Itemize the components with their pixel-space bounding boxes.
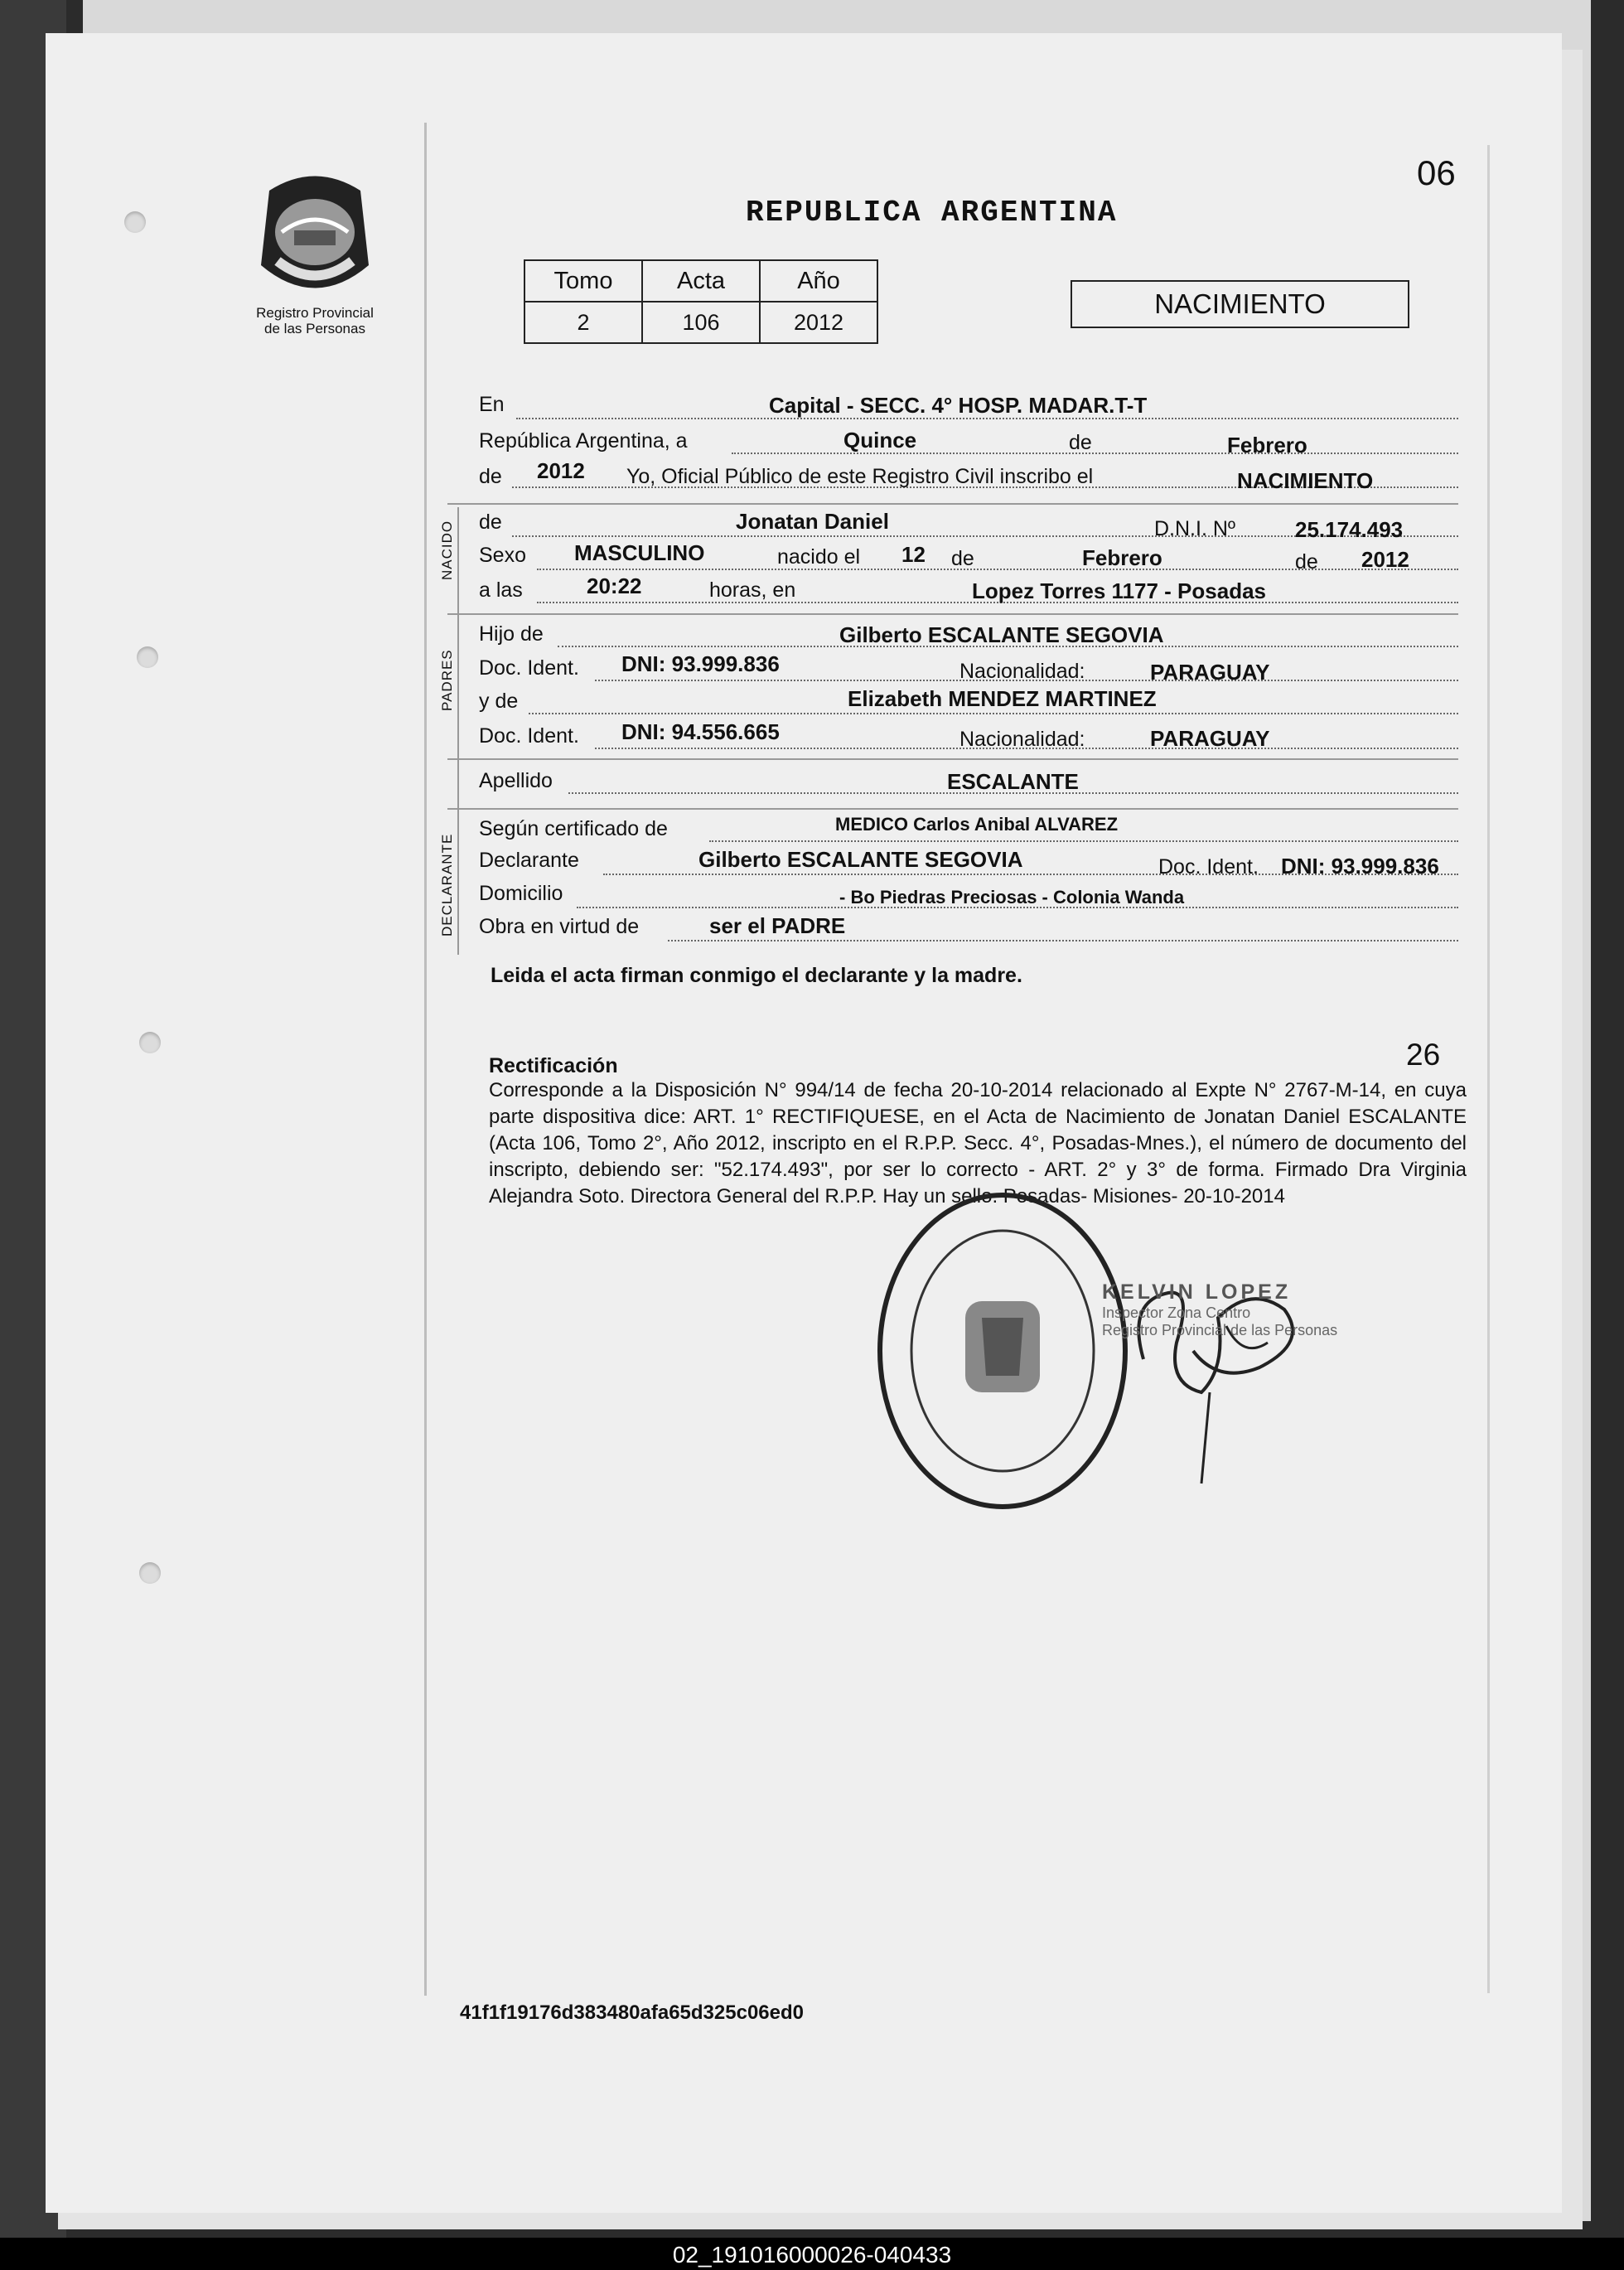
- page-number: 06: [1417, 153, 1456, 192]
- section-label-nacido: NACIDO: [439, 520, 455, 580]
- dotted-line: [732, 453, 1458, 454]
- row-mother-doc: [479, 719, 1458, 753]
- document-hash: 41f1f19176d383480afa65d325c06ed0: [460, 2001, 804, 2024]
- field-label: Declarante: [479, 849, 579, 872]
- field-value: Febrero: [1227, 433, 1307, 457]
- row-father-doc: [479, 651, 1458, 685]
- field-value: ESCALANTE: [947, 769, 1079, 794]
- field-label: de: [1069, 431, 1092, 454]
- field-label: Doc. Ident.: [479, 656, 579, 680]
- field-value: Gilberto ESCALANTE SEGOVIA: [839, 622, 1164, 647]
- field-value: MEDICO Carlos Anibal ALVAREZ: [835, 814, 1119, 835]
- punch-hole: [137, 646, 158, 668]
- field-label: En: [479, 393, 505, 416]
- section-divider: [447, 758, 1458, 760]
- field-value: MASCULINO: [574, 540, 705, 565]
- provincial-seal-icon: [253, 166, 377, 311]
- field-label: de: [951, 547, 974, 570]
- registry-name: [232, 305, 398, 336]
- table-row: [524, 302, 877, 343]
- rectification-title: Rectificación: [489, 1054, 618, 1077]
- field-label: de: [479, 465, 502, 488]
- dotted-line: [668, 940, 1458, 941]
- punch-hole: [124, 211, 146, 233]
- section-side-line: [457, 507, 459, 955]
- field-value: Capital - SECC. 4° HOSP. MADAR.T-T: [769, 393, 1148, 418]
- field-value: NACIMIENTO: [1237, 468, 1374, 493]
- document-title: REPUBLICA ARGENTINA: [746, 196, 1118, 230]
- row-reason: [479, 912, 1458, 945]
- margin-line: [424, 123, 427, 1996]
- field-value: Quince: [843, 428, 917, 453]
- rectification-text: Corresponde a la Disposición N° 994/14 de fecha 20-10-2014 relacionado al Expte N° 2767-M-14, en cuya parte dispositiva dice: ART. 1° RECTIFIQUESE, en el Acta de Nacimiento de Jonatan Daniel ESCALANTE (Acta 106, Tomo 2°, Año 2012, inscripto en el R.P.P. Secc. 4°, Posadas-Mnes.), el número de documento del inscripto, debiendo ser: "52.174.493", por ser lo correcto - ART. 2° y 3° de forma. Firmado Dra Virginia Alejandra Soto. Directora General del R.P.P. Hay un sello. Posadas- Misiones- 20-10-2014: [489, 1079, 1467, 1208]
- field-label: Doc. Ident.: [479, 724, 579, 748]
- signer-title: Inspector Zona Centro: [1102, 1304, 1251, 1321]
- field-label: Domicilio: [479, 882, 563, 905]
- signer-organization: Registro Provincial de las Personas: [1102, 1322, 1338, 1338]
- image-caption: 02_191016000026-040433: [672, 2242, 952, 2268]
- field-label: de: [1295, 550, 1318, 574]
- field-label: Apellido: [479, 769, 553, 792]
- field-value: PARAGUAY: [1150, 726, 1270, 751]
- dotted-line: [709, 840, 1458, 842]
- act-type-box: NACIMIENTO: [1071, 280, 1409, 328]
- row-declarant: [479, 845, 1458, 878]
- table-header-cell: Año: [760, 260, 877, 302]
- row-year: [479, 458, 1458, 491]
- row-surname: [479, 764, 1458, 797]
- field-value: Elizabeth MENDEZ MARTINEZ: [848, 686, 1157, 711]
- row-birth: [479, 540, 1458, 574]
- field-label: Nacionalidad:: [959, 728, 1085, 751]
- row-place: [479, 390, 1458, 423]
- field-value: ser el PADRE: [709, 913, 846, 938]
- right-edge-line: [1487, 145, 1490, 1993]
- dotted-line: [537, 569, 1458, 570]
- section-divider: [447, 613, 1458, 615]
- section-divider: [447, 503, 1458, 505]
- table-header-cell: Tomo: [524, 260, 642, 302]
- row-mother: [479, 685, 1458, 718]
- field-value: 20:22: [587, 574, 642, 598]
- field-label: Sexo: [479, 544, 526, 567]
- field-value: PARAGUAY: [1150, 660, 1270, 685]
- field-label: de: [479, 511, 502, 534]
- table-cell: 2: [524, 302, 642, 343]
- table-cell: 2012: [760, 302, 877, 343]
- row-address: [479, 878, 1458, 912]
- row-certificate: [479, 812, 1458, 845]
- row-father: [479, 617, 1458, 651]
- field-value: DNI: 93.999.836: [621, 651, 780, 676]
- punch-hole: [139, 1032, 161, 1053]
- field-value: Lopez Torres 1177 - Posadas: [972, 578, 1266, 603]
- row-time: [479, 574, 1458, 607]
- field-value: Gilberto ESCALANTE SEGOVIA: [698, 847, 1023, 872]
- closing-statement: Leida el acta firman conmigo el declarante y la madre.: [491, 964, 1022, 987]
- rectification-number: 26: [1406, 1038, 1441, 1072]
- field-value: DNI: 93.999.836: [1281, 854, 1439, 878]
- punch-hole: [139, 1562, 161, 1584]
- signer-name: KELVIN LOPEZ: [1102, 1280, 1292, 1304]
- dotted-line: [529, 713, 1458, 714]
- row-name: [479, 507, 1458, 540]
- field-label: Nacionalidad:: [959, 660, 1085, 683]
- field-label: horas, en: [709, 578, 796, 602]
- registry-name-line: Registro Provincial: [256, 305, 374, 321]
- field-label: República Argentina, a: [479, 429, 688, 453]
- field-label: Obra en virtud de: [479, 915, 640, 938]
- field-label: a las: [479, 578, 523, 602]
- registry-name-line: de las Personas: [264, 321, 365, 336]
- table-header-cell: Acta: [642, 260, 760, 302]
- field-value: 25.174.493: [1295, 517, 1404, 542]
- row-date: [479, 424, 1458, 457]
- field-label: nacido el: [777, 545, 861, 569]
- field-label: Yo, Oficial Público de este Registro Civil inscribo el: [626, 465, 1094, 488]
- field-value: 2012: [1361, 547, 1409, 572]
- table-cell: 106: [642, 302, 760, 343]
- field-value: - Bo Piedras Preciosas - Colonia Wanda: [839, 887, 1185, 908]
- signature-block: [1102, 1280, 1375, 1339]
- field-value: 2012: [537, 458, 585, 483]
- official-stamp-icon: [870, 1185, 1135, 1517]
- table-row: [524, 260, 877, 302]
- section-divider: [447, 808, 1458, 810]
- record-table: [524, 259, 878, 344]
- field-label: y de: [479, 690, 519, 713]
- field-label: Hijo de: [479, 622, 544, 646]
- field-value: DNI: 94.556.665: [621, 719, 780, 744]
- section-label-padres: PADRES: [439, 649, 455, 711]
- field-value: Febrero: [1082, 545, 1162, 570]
- field-value: Jonatan Daniel: [736, 509, 889, 534]
- field-value: 12: [901, 542, 926, 567]
- field-label: Según certificado de: [479, 817, 668, 840]
- section-label-declarante: DECLARANTE: [439, 833, 455, 937]
- field-label: Doc. Ident.: [1158, 855, 1259, 878]
- field-label: D.N.I. Nº: [1154, 517, 1236, 540]
